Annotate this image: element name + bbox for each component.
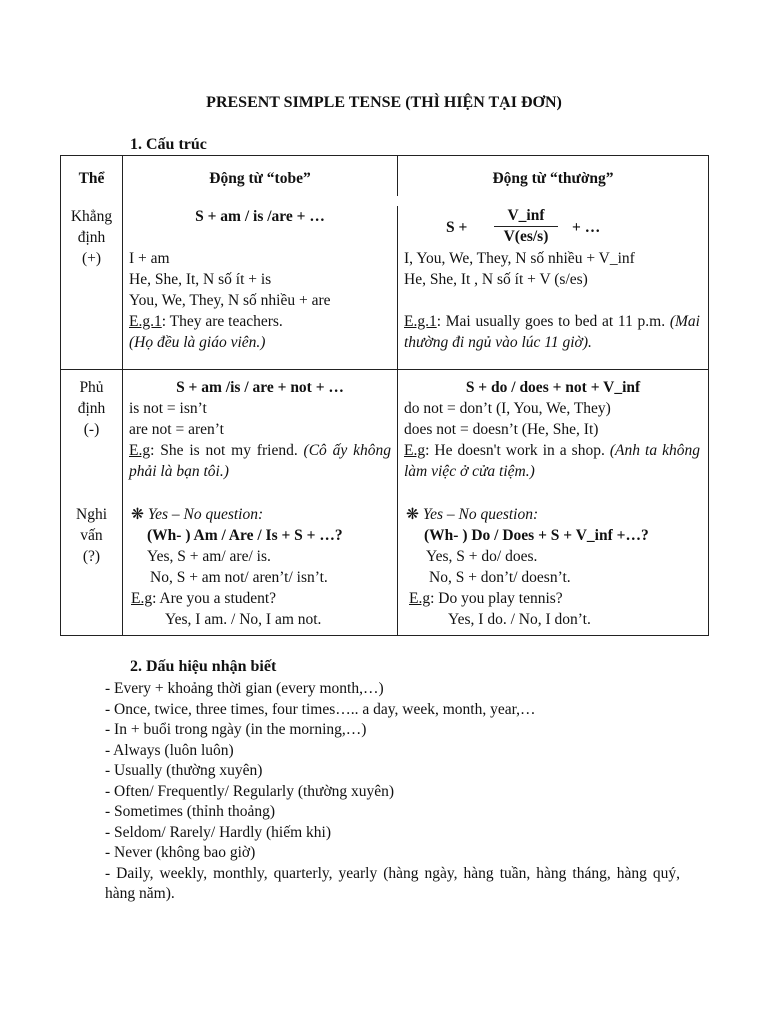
section-heading-structure: 1. Cấu trúc: [130, 136, 207, 153]
example-label: E.g: [409, 590, 431, 607]
label-line: Nghi: [76, 506, 107, 523]
table-border-bottom: [60, 635, 709, 636]
negative-tobe-body: [129, 398, 391, 482]
signal-list: [105, 679, 680, 905]
example-line: [404, 311, 700, 353]
negative-verb-body: [404, 398, 700, 482]
example-label: E.g: [131, 590, 153, 607]
yn-title-line: [406, 504, 702, 525]
table-border-top: [60, 155, 709, 156]
list-item: - Often/ Frequently/ Regularly (thường xuyên): [105, 782, 395, 800]
label-line: Phủ: [79, 379, 104, 396]
spacer: [404, 290, 700, 311]
star-icon: ❋: [406, 506, 419, 523]
question-verb-body: [406, 504, 702, 630]
label-line: (?): [82, 548, 101, 565]
list-item: - Seldom/ Rarely/ Hardly (hiếm khi): [105, 823, 331, 841]
list-item: - Usually (thường xuyên): [105, 762, 263, 779]
list-item: - Every + khoảng thời gian (every month,…): [105, 680, 384, 697]
affirmative-verb-formula-stack: [494, 206, 558, 247]
question-tobe-body: [131, 504, 393, 630]
example-line: [129, 440, 391, 482]
rule-line: I + am: [129, 250, 170, 267]
example-answer: Yes, I am. / No, I am not.: [165, 611, 322, 628]
rule-line: do not = don’t (I, You, We, They): [404, 400, 611, 417]
example-text: : He doesn't work in a shop.: [425, 442, 605, 459]
example-text: : Are you a student?: [152, 590, 277, 607]
yn-title-line: [131, 504, 393, 525]
affirmative-tobe-formula: S + am / is /are + …: [195, 208, 325, 225]
example-translation: (Cô ấy không phải là bạn tôi.): [129, 442, 391, 480]
affirmative-verb-body: [404, 248, 700, 353]
label-line: định: [77, 229, 106, 246]
label-line: (-): [83, 421, 100, 438]
example-translation: (Mai thường đi ngủ vào lúc 11 giờ).: [404, 313, 700, 351]
example-text: : They are teachers.: [161, 313, 283, 330]
yn-title: Yes – No question:: [422, 506, 539, 523]
label-line: vấn: [80, 527, 103, 544]
rule-line: He, She, It, N số ít + is: [129, 271, 272, 288]
affirmative-verb-formula-rest: + …: [572, 219, 601, 236]
star-icon: ❋: [131, 506, 144, 523]
affirmative-tobe-body: [129, 248, 391, 353]
formula-bottom: V(es/s): [503, 228, 549, 245]
rule-line: I, You, We, They, N số nhiều + V_inf: [404, 250, 635, 267]
list-item: - Never (không bao giờ): [105, 844, 256, 861]
list-item: - In + buổi trong ngày (in the morning,…): [105, 721, 367, 738]
list-item: - Daily, weekly, monthly, quarterly, yearly (hàng ngày, hàng tuần, hàng tháng, hàng quý, hàng năm).: [105, 864, 680, 902]
example-text: : Do you play tennis?: [430, 590, 563, 607]
rule-line: are not = aren’t: [129, 421, 224, 438]
example-line: [129, 311, 391, 332]
example-translation: (Họ đều là giáo viên.): [129, 334, 266, 351]
header-tobe: Động từ “tobe”: [209, 170, 311, 187]
answer-yes: Yes, S + do/ does.: [426, 548, 538, 565]
example-answer: Yes, I do. / No, I don’t.: [448, 611, 591, 628]
example-text: : Mai usually goes to bed at 11 p.m.: [436, 313, 666, 330]
question-formula: (Wh- ) Am / Are / Is + S + …?: [147, 527, 343, 544]
negative-tobe-formula: S + am /is / are + not + …: [176, 379, 344, 396]
affirmative-verb-formula-s: S +: [446, 219, 468, 236]
answer-no: No, S + don’t/ doesn’t.: [429, 569, 571, 586]
section-heading-signals: 2. Dấu hiệu nhận biết: [130, 658, 277, 675]
example-label: E.g: [404, 442, 426, 459]
example-label: E.g: [129, 442, 151, 459]
example-line: [406, 588, 702, 609]
question-formula: (Wh- ) Do / Does + S + V_inf +…?: [424, 527, 649, 544]
example-label: E.g.1: [129, 313, 162, 330]
example-translation: (Anh ta không làm việc ở cửa tiệm.): [404, 442, 700, 480]
label-line: định: [77, 400, 106, 417]
rule-line: He, She, It , N số ít + V (s/es): [404, 271, 588, 288]
example-text: : She is not my friend.: [150, 442, 298, 459]
header-verb: Động từ “thường”: [492, 170, 614, 187]
label-question: [61, 504, 122, 567]
negative-verb-formula: S + do / does + not + V_inf: [465, 379, 641, 396]
label-line: Khẳng: [70, 208, 113, 225]
answer-no: No, S + am not/ aren’t/ isn’t.: [150, 569, 328, 586]
example-label: E.g.1: [404, 313, 437, 330]
page-title: PRESENT SIMPLE TENSE (THÌ HIỆN TẠI ĐƠN): [206, 94, 562, 111]
table-border-mid: [60, 369, 709, 370]
header-the: Thể: [78, 170, 105, 187]
rule-line: You, We, They, N số nhiều + are: [129, 292, 331, 309]
rule-line: is not = isn’t: [129, 400, 207, 417]
answer-yes: Yes, S + am/ are/ is.: [147, 548, 271, 565]
label-negative: [61, 377, 122, 440]
list-item: - Always (luôn luôn): [105, 741, 234, 759]
table-border-right: [708, 155, 709, 636]
rule-line: does not = doesn’t (He, She, It): [404, 421, 599, 438]
table-border-col2b: [397, 206, 398, 636]
example-line: [131, 588, 393, 609]
label-affirmative: [61, 206, 122, 269]
label-line: (+): [81, 250, 102, 267]
list-item: - Once, twice, three times, four times….. a day, week, month, year,…: [105, 700, 536, 718]
list-item: - Sometimes (thỉnh thoảng): [105, 803, 276, 820]
yn-title: Yes – No question:: [147, 506, 264, 523]
example-line: [404, 440, 700, 482]
formula-top: V_inf: [494, 206, 558, 227]
